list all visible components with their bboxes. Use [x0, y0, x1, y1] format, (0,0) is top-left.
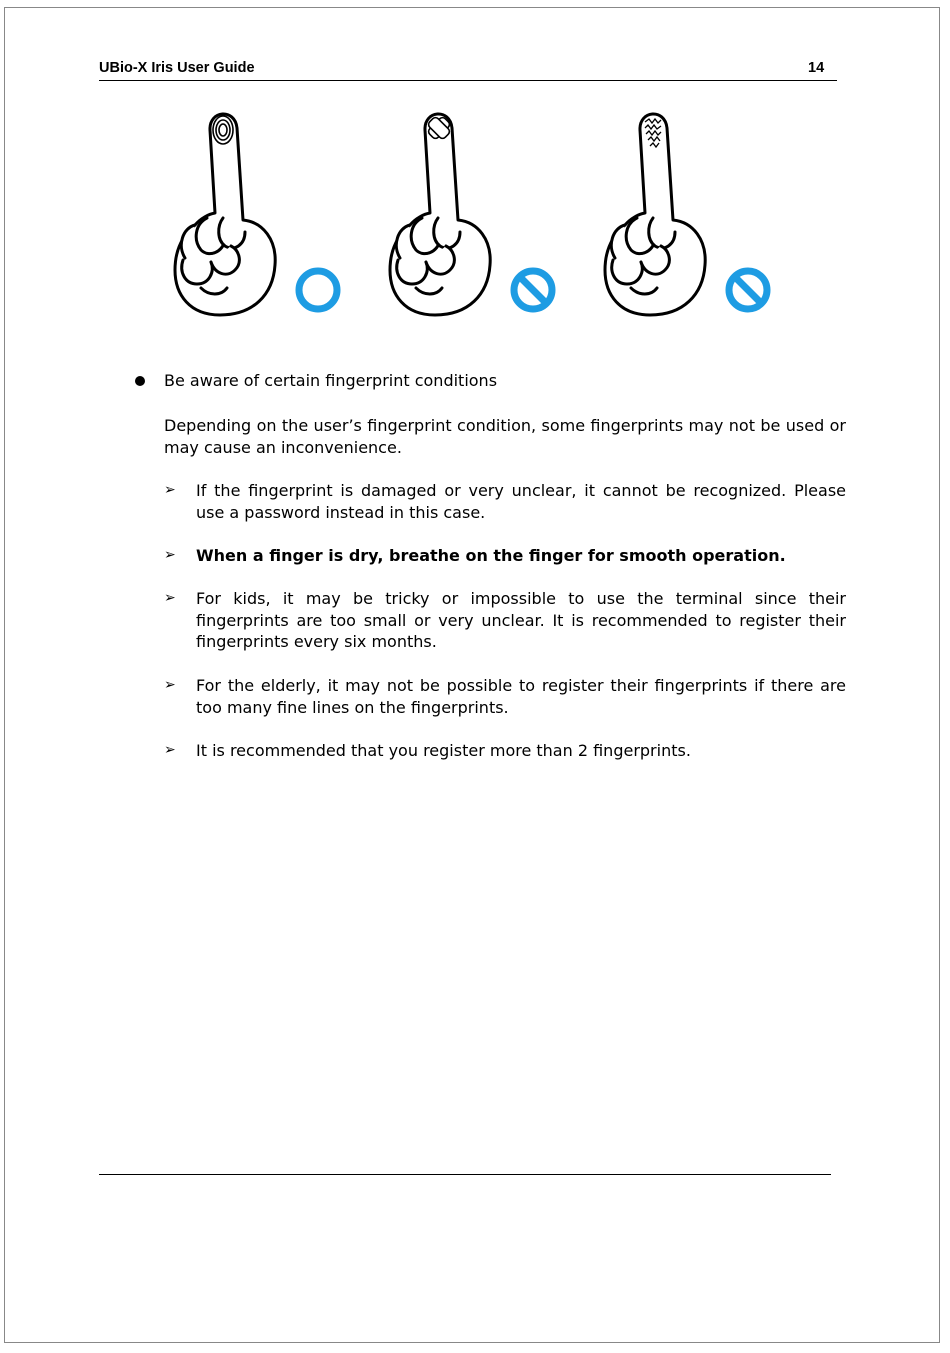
prohibited-icon [729, 271, 767, 309]
list-item-text: When a finger is dry, breathe on the finger for smooth operation. [196, 546, 786, 565]
list-item-text: It is recommended that you register more than 2 fingerprints. [196, 741, 691, 760]
header-divider [99, 80, 837, 81]
prohibited-icon [514, 271, 552, 309]
hand-damaged-fingerprint-icon [595, 100, 795, 325]
document-title: UBio-X Iris User Guide [99, 60, 255, 76]
arrow-bullet-icon: ➢ [164, 677, 176, 693]
intro-paragraph: Depending on the user’s fingerprint condition, some fingerprints may not be used or may cause an inconvenience. [164, 416, 846, 457]
bullet-icon [135, 376, 145, 386]
fingerprint-conditions-illustration [165, 100, 785, 325]
hand-bandaged-finger-icon [380, 100, 580, 325]
arrow-bullet-icon: ➢ [164, 742, 176, 758]
hand-normal-fingerprint-icon [165, 100, 365, 325]
arrow-bullet-icon: ➢ [164, 482, 176, 498]
list-item-text: If the fingerprint is damaged or very unclear, it cannot be recognized. Please use a password instead in this case. [196, 481, 846, 522]
list-item-text: For the elderly, it may not be possible to register their fingerprints if there are too many fine lines on the fingerprints. [196, 676, 846, 717]
ok-circle-icon [299, 271, 337, 309]
section-heading: Be aware of certain fingerprint conditions [164, 371, 498, 390]
footer-divider [99, 1174, 831, 1175]
page-number: 14 [808, 60, 825, 76]
arrow-bullet-icon: ➢ [164, 590, 176, 606]
list-item-text: For kids, it may be tricky or impossible to use the terminal since their fingerprints are too small or very unclear. It is recommended to register their fingerprints every six months. [196, 589, 846, 651]
arrow-bullet-icon: ➢ [164, 547, 176, 563]
